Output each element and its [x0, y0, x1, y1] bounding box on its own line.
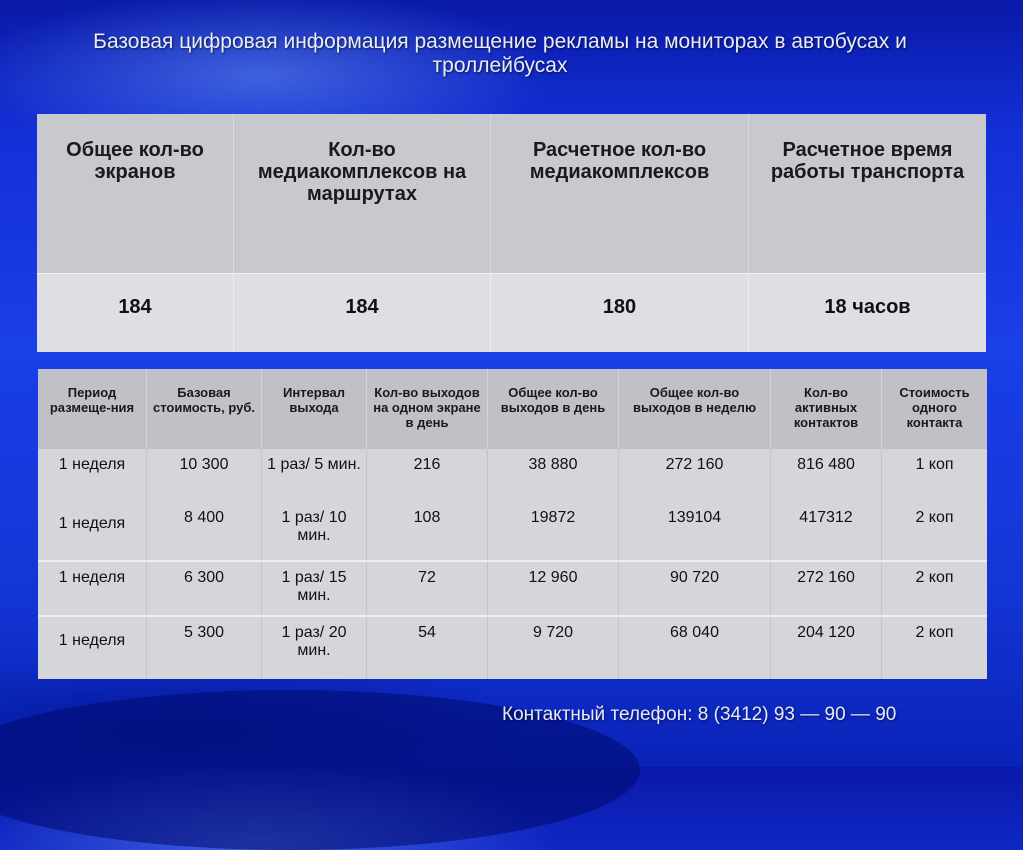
pricing-header-cell: Кол-во выходов на одном экране в день — [367, 369, 488, 449]
weekly-total-cell: 139104 — [619, 503, 771, 561]
contact-cost-cell: 2 коп — [882, 503, 988, 561]
pricing-header-row — [38, 369, 987, 449]
base-price-cell: 8 400 — [147, 503, 262, 561]
interval-cell: 1 раз/ 5 мин. — [262, 449, 367, 503]
summary-value-cell: 18 часов — [749, 274, 987, 353]
table-row — [38, 503, 987, 561]
pricing-header-cell: Базовая стоимость, руб. — [147, 369, 262, 449]
table-row — [38, 616, 987, 679]
period-cell: 1 неделя — [38, 561, 147, 616]
summary-table — [37, 114, 986, 352]
interval-cell: 1 раз/ 15 мин. — [262, 561, 367, 616]
daily-per-screen-cell: 54 — [367, 616, 488, 679]
daily-total-cell: 38 880 — [488, 449, 619, 503]
pricing-header-cell: Интервал выхода — [262, 369, 367, 449]
page-title: Базовая цифровая информация размещение рекламы на мониторах в автобусах и троллейбусах — [93, 30, 907, 77]
period-cell: 1 неделя — [38, 503, 147, 561]
contact-cost-cell: 2 коп — [882, 616, 988, 679]
pricing-header-cell: Кол-во активных контактов — [771, 369, 882, 449]
active-contacts-cell: 272 160 — [771, 561, 882, 616]
active-contacts-cell: 204 120 — [771, 616, 882, 679]
pricing-table — [38, 369, 987, 679]
interval-cell: 1 раз/ 20 мин. — [262, 616, 367, 679]
summary-header-cell: Общее кол-во экранов — [37, 114, 234, 274]
summary-value-cell: 184 — [37, 274, 234, 353]
weekly-total-cell: 272 160 — [619, 449, 771, 503]
summary-value-cell: 184 — [234, 274, 491, 353]
daily-total-cell: 9 720 — [488, 616, 619, 679]
daily-per-screen-cell: 108 — [367, 503, 488, 561]
summary-header-cell: Расчетное кол-во медиакомплексов — [491, 114, 749, 274]
daily-total-cell: 12 960 — [488, 561, 619, 616]
pricing-header-cell: Общее кол-во выходов в день — [488, 369, 619, 449]
table-row — [38, 561, 987, 616]
daily-per-screen-cell: 72 — [367, 561, 488, 616]
interval-cell: 1 раз/ 10 мин. — [262, 503, 367, 561]
base-price-cell: 10 300 — [147, 449, 262, 503]
summary-header-cell: Расчетное время работы транспорта — [749, 114, 987, 274]
base-price-cell: 5 300 — [147, 616, 262, 679]
period-cell: 1 неделя — [38, 616, 147, 679]
pricing-header-cell: Общее кол-во выходов в неделю — [619, 369, 771, 449]
table-row — [38, 449, 987, 503]
summary-value-row — [37, 274, 986, 353]
daily-per-screen-cell: 216 — [367, 449, 488, 503]
contact-cost-cell: 1 коп — [882, 449, 988, 503]
daily-total-cell: 19872 — [488, 503, 619, 561]
pricing-header-cell: Стоимость одного контакта — [882, 369, 988, 449]
period-cell: 1 неделя — [38, 449, 147, 503]
contact-phone: Контактный телефон: 8 (3412) 93 — 90 — 90 — [502, 704, 897, 725]
active-contacts-cell: 816 480 — [771, 449, 882, 503]
active-contacts-cell: 417312 — [771, 503, 882, 561]
contact-cost-cell: 2 коп — [882, 561, 988, 616]
summary-header-cell: Кол-во медиакомплексов на маршрутах — [234, 114, 491, 274]
weekly-total-cell: 68 040 — [619, 616, 771, 679]
pricing-header-cell: Период размеще-ния — [38, 369, 147, 449]
weekly-total-cell: 90 720 — [619, 561, 771, 616]
summary-header-row — [37, 114, 986, 274]
base-price-cell: 6 300 — [147, 561, 262, 616]
summary-value-cell: 180 — [491, 274, 749, 353]
